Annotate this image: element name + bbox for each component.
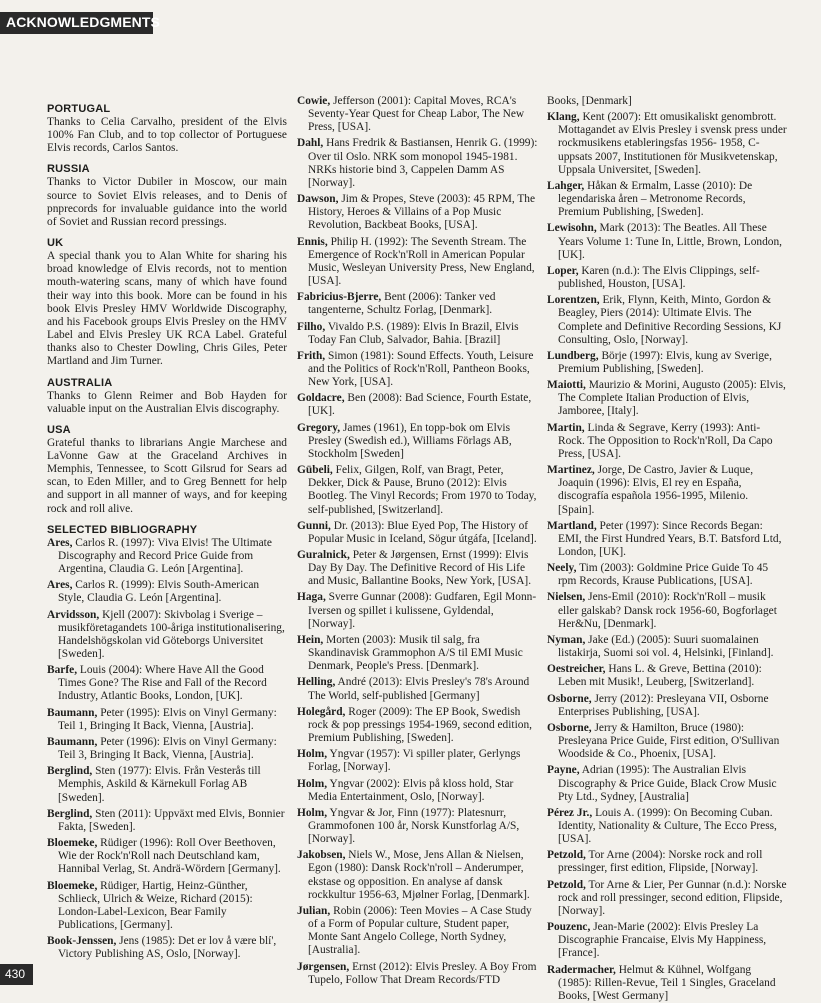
bibliography-entry: [47, 609, 287, 662]
bibliography-entry: [547, 222, 787, 261]
bibliography-entry: [547, 422, 787, 461]
entry-details: Louis (2004): Where Have All the Good Times Gone? The Rise and Fall of the Record Industry, Atlantic Books, London, [UK].: [58, 664, 267, 703]
entry-author: Barfe,: [47, 664, 78, 677]
entry-details: Peter (1995): Elvis on Vinyl Germany: Teil 1, Bringing It Back, Vienna, [Austria].: [58, 706, 277, 732]
entry-author: Nyman,: [547, 633, 586, 646]
entry-author: Loper,: [547, 264, 579, 277]
entry-author: Guralnick,: [297, 549, 350, 561]
entry-author: Gunni,: [297, 519, 331, 532]
entry-author: Jørgensen,: [297, 960, 350, 973]
entry-author: Petzold,: [547, 878, 586, 891]
entry-details: Louis A. (1999): On Becoming Cuban. Identity, Nationality & Culture, The Ecco Press, [USA].: [558, 806, 777, 846]
entry-details: Maurizio & Morini, Augusto (2005): Elvis, The Complete Italian Production of Elvis, Jamboree, [Italy].: [558, 379, 786, 418]
entry-author: Holegård,: [297, 705, 346, 718]
bibliography-entry: [547, 379, 787, 418]
entry-details: Jorge, De Castro, Javier & Luque, Joaquin (1996): Elvis, El rey en España, discografía española 1956-1995, Milenio. [Spain].: [558, 464, 754, 516]
bibliography-entry: [547, 591, 787, 630]
bibliography-entry: [547, 634, 787, 660]
entry-details: Yngvar (2002): Elvis på kloss hold, Star Media Entertainment, Oslo, [Norway].: [308, 777, 514, 803]
entry-author: Oestreicher,: [547, 663, 606, 676]
entry-details: Books, [Denmark]: [547, 95, 632, 107]
bibliography-entry: [47, 707, 287, 733]
country-heading: UK: [47, 237, 64, 250]
acknowledgment-text: Thanks to Celia Carvalho, president of the Elvis 100% Fan Club, and to top collector of Portuguese Elvis records, Carlos Santos.: [47, 116, 287, 155]
entry-details: Jerry & Hamilton, Bruce (1980): Presleyana Price Guide, First edition, O'Sullivan Woodside & Co., Phoenix, [USA].: [558, 721, 780, 761]
entry-details: Ernst (2012): Elvis Presley. A Boy From Tupelo, Follow That Dream Records/FTD: [308, 960, 537, 986]
bibliography-entry: [297, 291, 539, 317]
bibliography-entry: [47, 935, 287, 961]
bibliography-entry: [547, 562, 787, 588]
entry-author: Book-Jenssen,: [47, 935, 117, 948]
entry-author: Cowie,: [297, 95, 331, 107]
page-number-tab: [0, 964, 33, 985]
bibliography-entry: [297, 392, 539, 418]
bibliography-entry: [297, 706, 539, 745]
bibliography-entry: [547, 265, 787, 291]
bibliography-entry: [547, 180, 787, 219]
acknowledgment-text: Grateful thanks to librarians Angie Marchese and LaVonne Gaw at the Graceland Archives in Memphis, Tennessee, to Scott Gilsrud for Sears ad scan, to Eden Miller, and to Greg Bennett for help and support in all manner of ways, and for keeping rock and roll alive.: [47, 436, 287, 515]
bibliography-entry: [297, 549, 539, 588]
bibliography-entry: [297, 236, 539, 289]
entry-author: Goldacre,: [297, 392, 345, 405]
bibliography-entry: [547, 294, 787, 347]
bibliography-entry: [297, 193, 539, 232]
bibliography-entry: [297, 961, 539, 987]
bibliography-entry: [547, 464, 787, 517]
entry-author: Pérez Jr.,: [547, 806, 593, 819]
bibliography-entry: [297, 350, 539, 389]
country-heading: USA: [47, 423, 71, 436]
entry-details: Roger (2009): The EP Book, Swedish rock & pop pressings 1954-1969, second edition, Premium Publishing, [Sweden].: [308, 705, 532, 745]
entry-details: Ben (2008): Bad Science, Fourth Estate, [UK].: [308, 392, 532, 418]
bibliography-entry: [47, 736, 287, 762]
entry-details: Morten (2003): Musik til salg, fra Skandinavisk Grammophon A/S til EMI Music Denmark, People's Press. [Denmark].: [308, 633, 523, 673]
entry-details: Jefferson (2001): Capital Moves, RCA's Seventy-Year Quest for Cheap Labor, The New Press, [USA].: [308, 95, 525, 134]
entry-details: Jerry (2012): Presleyana VII, Osborne Enterprises Publishing, [USA].: [558, 692, 769, 718]
bibliography-entry: [547, 964, 787, 1003]
bibliography-list: [297, 95, 539, 987]
bibliography-entry: [297, 634, 539, 673]
entry-details: Rüdiger (1996): Roll Over Beethoven, Wie der Rock'n'Roll nach Deutschland kam, Hannibal Verlag, St. Andrä-Wördern [Germany].: [58, 837, 281, 876]
entry-details: Tim (2003): Goldmine Price Guide To 45 rpm Records, Krause Publications, [USA].: [558, 562, 769, 588]
bibliography-entry: [547, 111, 787, 177]
entry-author: Bloemeke,: [47, 879, 98, 892]
entry-details: Peter (1997): Since Records Began: EMI, the First Hundred Years, B.T. Batsford Ltd, London, [UK].: [558, 519, 782, 558]
bibliography-entry: [47, 837, 287, 876]
entry-details: Jake (Ed.) (2005): Suuri suomalainen listakirja, Suomi soi vol. 4, Helsinki, [Finland].: [558, 633, 774, 660]
entry-author: Helling,: [297, 676, 336, 689]
entry-author: Holm,: [297, 806, 328, 819]
bibliography-entry: [547, 764, 787, 803]
entry-details: Philip H. (1992): The Seventh Stream. The Emergence of Rock'n'Roll in American Popular Music, Wesleyan University Press, New England, [USA].: [308, 235, 535, 288]
entry-details: Yngvar (1957): Vi spiller plater, Gerlyngs Forlag, [Norway].: [308, 748, 521, 774]
bibliography-entry: [47, 808, 287, 834]
bibliography-entry: [547, 921, 787, 960]
entry-author: Jakobsen,: [297, 849, 346, 862]
entry-author: Pouzenc,: [547, 921, 591, 934]
bibliography-entry: [547, 807, 787, 846]
entry-details: Tor Arne (2004): Norske rock and roll pressinger, first edition, Flipside, [Norway].: [558, 849, 763, 875]
acknowledgments-section: [47, 103, 287, 516]
entry-author: Osborne,: [547, 692, 592, 705]
entry-details: André (2013): Elvis Presley's 78's Around The World, self-published [Germany]: [308, 676, 530, 702]
bibliography-entry: [297, 321, 539, 347]
entry-details: Kent (2007): Ett omusikaliskt genombrott. Mottagandet av Elvis Presley i svensk press under rockmusikens etableringsfas 1956- 1958, C-uppsats 2007, Institutionen för Musikvetenskap, Uppsala Universitet, [Sweden].: [558, 111, 787, 176]
bibliography-entry: [297, 95, 539, 134]
entry-author: Haga,: [297, 591, 326, 604]
entry-author: Frith,: [297, 349, 326, 362]
entry-author: Ares,: [47, 579, 73, 592]
entry-details: Linda & Segrave, Kerry (1993): Anti-Rock. The Opposition to Rock'n'Roll, Da Capo Press, [USA].: [558, 421, 773, 460]
bibliography-entry: [297, 778, 539, 804]
bibliography-entry: [297, 849, 539, 902]
entry-author: Nielsen,: [547, 591, 586, 604]
bibliography-entry: [547, 520, 787, 559]
entry-author: Maiotti,: [547, 379, 586, 392]
bibliography-entry: [547, 350, 787, 376]
bibliography-entry: [547, 95, 787, 108]
bibliography-entry: [297, 676, 539, 702]
entry-author: Dahl,: [297, 137, 324, 150]
entry-author: Bloemeke,: [47, 837, 98, 850]
bibliography-entry: [547, 693, 787, 719]
entry-details: Bent (2006): Tanker ved tangenterne, Schultz Forlag, [Denmark].: [308, 291, 496, 317]
bibliography-entry: [47, 880, 287, 933]
entry-details: Jens (1985): Det er lov å være blí', Victory Publishing AS, Oslo, [Norway].: [58, 935, 277, 961]
entry-details: Kjell (2007): Skivbolag i Sverige – musikföretagandets 100-åriga institutionalisering, Handelshögskolan vid Göteborgs Universitet [Sweden].: [58, 608, 285, 660]
bibliography-entry: [47, 579, 287, 605]
entry-author: Holm,: [297, 748, 328, 761]
entry-author: Dawson,: [297, 193, 339, 206]
bibliography-entry: [297, 422, 539, 461]
bibliography-entry: [547, 722, 787, 761]
bibliography-entry: [297, 807, 539, 846]
entry-author: Ennis,: [297, 235, 328, 248]
column-3: [547, 95, 787, 1003]
entry-author: Fabricius-Bjerre,: [297, 291, 382, 304]
acknowledgment-text: Thanks to Glenn Reimer and Bob Hayden for valuable input on the Australian Elvis discography.: [47, 389, 287, 415]
bibliography-entry: [47, 664, 287, 703]
entry-author: Petzold,: [547, 849, 586, 862]
entry-details: Helmut & Kühnel, Wolfgang (1985): Rillen-Revue, Teil 1 Singles, Graceland Books, [West Germany]: [558, 963, 776, 1002]
entry-details: Erik, Flynn, Keith, Minto, Gordon & Beagley, Piers (2014): Ultimate Elvis. The Complete and Definitive Recording Sessions, KJ Consulting, Oslo, [Norway].: [558, 294, 782, 346]
entry-details: Jean-Marie (2002): Elvis Presley La Discographie Francaise, Elvis My Happiness, [France].: [558, 921, 767, 960]
entry-author: Payne,: [547, 764, 580, 777]
entry-author: Martland,: [547, 519, 597, 532]
page-number: 430: [5, 967, 26, 981]
entry-author: Baumann,: [47, 706, 98, 719]
entry-details: Sten (1977): Elvis. Från Vesterås till Memphis, Askild & Kärnekull Forlag AB [Sweden].: [58, 765, 261, 804]
entry-author: Baumann,: [47, 735, 98, 748]
entry-details: Vivaldo P.S. (1989): Elvis In Brazil, Elvis Today Fan Club, Salvador, Bahia. [Brazil]: [308, 320, 519, 346]
entry-details: Rüdiger, Hartig, Heinz-Günther, Schlieck, Ulrich & Weize, Richard (2015): London-Label-Lexicon, Bear Family Publications, [Germany].: [58, 879, 253, 931]
entry-author: Lahger,: [547, 179, 585, 192]
section-title: ACKNOWLEDGMENTS: [6, 14, 160, 30]
entry-author: Berglind,: [47, 765, 93, 778]
entry-details: Simon (1981): Sound Effects. Youth, Leisure and the Politics of Rock'n'Roll, Pantheon Books, New York, [USA].: [308, 349, 534, 389]
bibliography-list: [547, 95, 787, 1003]
entry-details: James (1961), En topp-bok om Elvis Presley (Swedish ed.), Williams Förlags AB, Stockholm [Sweden]: [308, 421, 512, 460]
entry-author: Neely,: [547, 562, 577, 575]
entry-details: Robin (2006): Teen Movies – A Case Study of a Form of Popular culture, Student paper, Monte Sant Angelo College, North Sydney, [Australia].: [308, 904, 532, 957]
entry-details: Carlos R. (1999): Elvis South-American Style, Claudia G. León [Argentina].: [58, 579, 260, 605]
entry-author: Hein,: [297, 633, 324, 646]
bibliography-entry: [297, 591, 539, 630]
entry-details: Jens-Emil (2010): Rock'n'Roll – musik eller galskab? Dansk rock 1956-60, Bogforlaget Her&Nu, [Denmark].: [558, 591, 777, 630]
country-heading: AUSTRALIA: [47, 376, 113, 389]
country-heading: RUSSIA: [47, 163, 90, 176]
country-heading: PORTUGAL: [47, 103, 111, 115]
bibliography-entry: [547, 879, 787, 918]
entry-author: Osborne,: [547, 721, 592, 734]
entry-author: Arvidsson,: [47, 608, 100, 621]
entry-details: Sverre Gunnar (2008): Gudfaren, Egil Monn-Iversen og spillet i kulissene, Gyldendal, [Norway].: [308, 591, 537, 630]
entry-author: Julian,: [297, 904, 331, 917]
entry-author: Gregory,: [297, 421, 341, 434]
entry-details: Dr. (2013): Blue Eyed Pop, The History of Popular Music in Iceland, Sögur útgáfa, [Iceland].: [308, 519, 537, 545]
bibliography-entry: [297, 520, 539, 546]
entry-details: Yngvar & Jor, Finn (1977): Platesnurr, Grammofonen 100 år, Norsk Kunstforlag A/S, [Norway].: [308, 806, 520, 846]
entry-details: Börje (1997): Elvis, kung av Sverige, Premium Publishing, [Sweden].: [558, 349, 772, 375]
column-2: [297, 95, 539, 987]
entry-details: Jim & Propes, Steve (2003): 45 RPM, The History, Heroes & Villains of a Pop Music Revolution, Backbeat Books, [USA].: [308, 193, 536, 232]
bibliography-entry: [47, 765, 287, 804]
column-1: [47, 95, 287, 961]
entry-author: Berglind,: [47, 807, 93, 820]
entry-author: Lundberg,: [547, 349, 599, 362]
entry-details: Carlos R. (1997): Viva Elvis! The Ultimate Discography and Record Price Guide from Argentina, Claudia G. León [Argentina].: [58, 536, 272, 576]
bibliography-entry: [547, 849, 787, 875]
entry-author: Martinez,: [547, 464, 595, 477]
section-header-bar: [0, 12, 160, 34]
bibliography-entry: [297, 464, 539, 517]
entry-author: Martin,: [547, 421, 585, 434]
entry-author: Radermacher,: [547, 963, 616, 976]
entry-author: Klang,: [547, 111, 580, 124]
entry-details: Sten (2011): Uppväxt med Elvis, Bonnier Fakta, [Sweden].: [58, 807, 285, 833]
entry-author: Ares,: [47, 536, 73, 549]
entry-details: Håkan & Ermalm, Lasse (2010): De legendariska åren – Metronome Records, Premium Publishing, [Sweden].: [558, 179, 753, 219]
entry-details: Niels W., Mose, Jens Allan & Nielsen, Egon (1980): Dansk Rock'n'roll – Anderumper, ekstase og opposition. En analyse af dansk rockkultur 1956-63, Mjølner Forlag, [Denmark].: [308, 849, 530, 901]
bibliography-entry: [297, 137, 539, 190]
bibliography-entry: [297, 905, 539, 958]
entry-details: Adrian (1995): The Australian Elvis Discography & Price Guide, Black Crow Music Pty Ltd., Sydney, [Australia]: [558, 764, 777, 803]
entry-details: Hans L. & Greve, Bettina (2010): Leben mit Musik!, Leuberg, [Switzerland].: [558, 663, 762, 689]
bibliography-title: SELECTED BIBLIOGRAPHY: [47, 523, 198, 536]
entry-details: Karen (n.d.): The Elvis Clippings, self-published, Houston, [USA].: [558, 264, 760, 291]
entry-author: Lewisohn,: [547, 222, 597, 235]
entry-details: Felix, Gilgen, Rolf, van Bragt, Peter, Dekker, Dick & Pause, Bruno (2012): Elvis Bootleg. The Vinyl Records; From 1970 to Today, self-published, [Switzerland].: [308, 464, 537, 516]
acknowledgment-text: Thanks to Victor Dubiler in Moscow, our main source to Soviet Elvis releases, and to Denis of pnprecords for invaluable guidance into the world of Soviet and Russian record pressings.: [47, 176, 287, 228]
bibliography-entry: [297, 748, 539, 774]
bibliography-list: [47, 537, 287, 962]
entry-details: Mark (2013): The Beatles. All These Years Volume 1: Tune In, Little, Brown, London, [UK].: [558, 222, 783, 261]
entry-author: Lorentzen,: [547, 294, 600, 307]
acknowledgment-text: A special thank you to Alan White for sharing his broad knowledge of Elvis records, not to mention mouth-watering scans, many of which have found their way into this book. More can be found in his book Elvis Presley HMV Worldwide Discography, and his Facebook groups Elvis Presley on the HMV Label and Elvis Presley UK RCA Label. Grateful thanks also to Chester Dowling, Chris Giles, Peter Martland and Jim Turner.: [47, 250, 287, 368]
bibliography-entry: [47, 537, 287, 576]
entry-details: Tor Arne & Lier, Per Gunnar (n.d.): Norske rock and roll pressinger, second edition, Flipside, [Norway].: [558, 878, 787, 917]
bibliography-entry: [547, 663, 787, 689]
entry-details: Peter (1996): Elvis on Vinyl Germany: Teil 3, Bringing It Back, Vienna, [Austria].: [58, 735, 277, 762]
entry-details: Peter & Jørgensen, Ernst (1999): Elvis Day By Day. The Definitive Record of His Life and Music, Ballantine Books, New York, [USA].: [308, 549, 532, 588]
entry-details: Hans Fredrik & Bastiansen, Henrik G. (1999): Over til Oslo. NRK som monopol 1945-1981. NRKs historie bind 3, Cappelen Damm AS [Norway].: [308, 137, 538, 189]
entry-author: Holm,: [297, 777, 328, 790]
entry-author: Gübeli,: [297, 464, 333, 477]
entry-author: Filho,: [297, 320, 326, 333]
